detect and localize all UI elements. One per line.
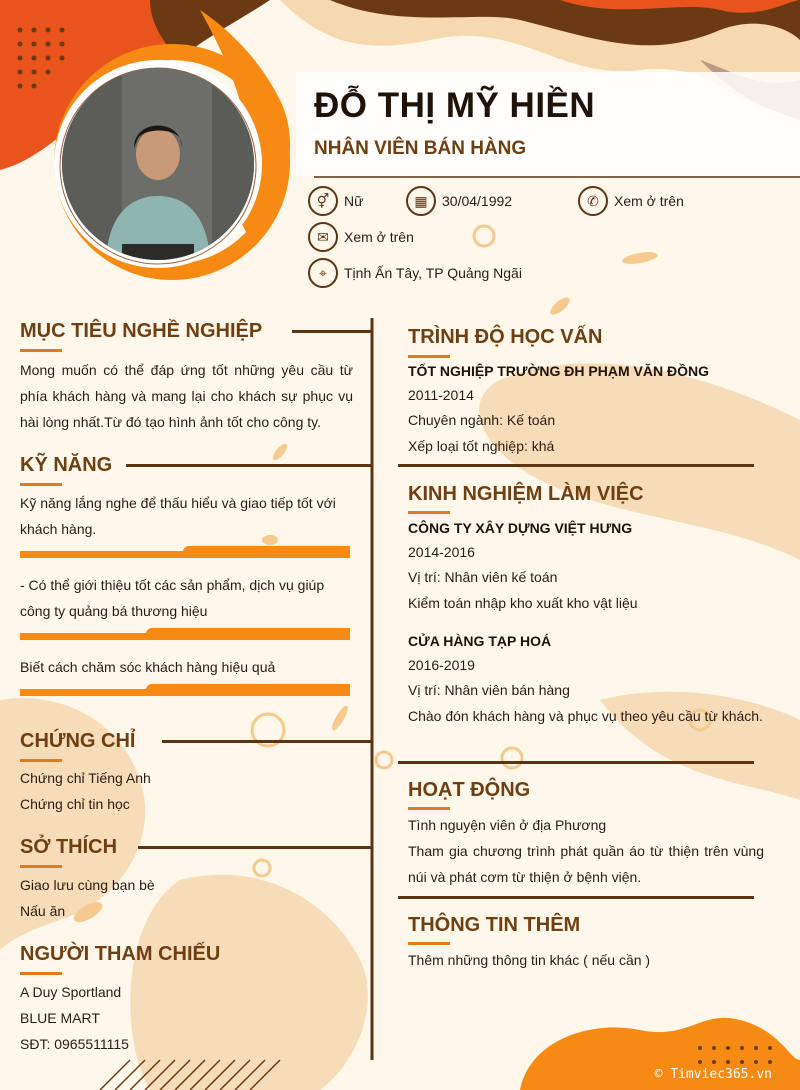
experience-company: CÔNG TY XÂY DỰNG VIỆT HƯNG — [408, 520, 633, 536]
skill-level-bar — [20, 628, 350, 640]
skill-bar-fill — [146, 628, 350, 640]
birthday-value: 30/04/1992 — [442, 193, 513, 209]
reference-item: BLUE MART — [20, 1010, 100, 1026]
hobbies-underline — [20, 865, 62, 868]
experience-company: CỬA HÀNG TẠP HOÁ — [408, 633, 552, 649]
objective-rule — [292, 330, 372, 333]
objective-underline — [20, 349, 62, 352]
address-info — [308, 258, 522, 288]
more-info-text: Thêm những thông tin khác ( nếu cần ) — [408, 952, 651, 968]
gender-value: Nữ — [344, 193, 364, 209]
education-underline — [408, 355, 450, 358]
objective-title: MỤC TIÊU NGHỀ NGHIỆP — [20, 320, 263, 342]
objective-text: Mong muốn có thể đáp ứng tốt những yêu cầu từ phía khách hàng và mang lại cho khách sự phục vụ hài lòng nhất.Từ đó tạo hình ảnh tốt cho công ty. — [20, 362, 353, 430]
certificate-item: Chứng chỉ tin học — [20, 796, 130, 812]
activities-underline — [408, 807, 450, 810]
hobby-item: Giao lưu cùng bạn bè — [20, 877, 155, 893]
skill-bar-fill — [146, 684, 350, 696]
certificates-underline — [20, 759, 62, 762]
education-title: TRÌNH ĐỘ HỌC VẤN — [408, 326, 603, 348]
phone-info — [578, 186, 684, 216]
skills-underline — [20, 483, 62, 486]
skill-item-text: - Có thể giới thiệu tốt các sản phẩm, dịch vụ giúp công ty quảng bá thương hiệu — [20, 577, 325, 619]
email-info — [308, 222, 414, 252]
activity-line: Tham gia chương trình phát quần áo từ thiện trên vùng núi và phát cơm từ thiện ở bệnh viện. — [408, 843, 764, 885]
activities-title: HOẠT ĐỘNG — [408, 779, 531, 801]
education-school: TỐT NGHIỆP TRƯỜNG ĐH PHẠM VĂN ĐỒNG — [408, 363, 709, 379]
candidate-name: ĐỖ THỊ MỸ HIỀN — [314, 86, 596, 125]
experience-rule — [398, 761, 754, 764]
experience-position: Vị trí: Nhân viên bán hàng — [408, 682, 570, 698]
skill-bar-fill — [183, 546, 350, 558]
experience-desc: Chào đón khách hàng và phục vụ theo yêu cầu từ khách. — [408, 708, 763, 724]
education-years: 2011-2014 — [408, 387, 474, 403]
education-grade: Xếp loại tốt nghiệp: khá — [408, 438, 555, 454]
skill-item-text: Biết cách chăm sóc khách hàng hiệu quả — [20, 659, 276, 675]
activities-rule — [398, 896, 754, 899]
experience-years: 2016-2019 — [408, 657, 475, 673]
skills-title: KỸ NĂNG — [20, 454, 113, 476]
education-major: Chuyên ngành: Kế toán — [408, 412, 556, 428]
experience-underline — [408, 511, 450, 514]
reference-item: SĐT: 0965511115 — [20, 1036, 129, 1052]
hobby-item: Nấu ăn — [20, 903, 66, 919]
skill-level-bar — [20, 546, 350, 558]
reference-item: A Duy Sportland — [20, 984, 122, 1000]
calendar-icon: ▦ — [406, 186, 436, 216]
hobbies-title: SỞ THÍCH — [20, 836, 118, 858]
hobbies-rule — [138, 846, 372, 849]
address-value: Tịnh Ấn Tây, TP Quảng Ngãi — [344, 265, 522, 281]
birthday-info — [406, 186, 512, 216]
certificates-title: CHỨNG CHỈ — [20, 730, 136, 752]
skill-level-bar — [20, 684, 350, 696]
certificate-item: Chứng chỉ Tiếng Anh — [20, 770, 151, 786]
skills-rule — [126, 464, 372, 467]
watermark: © Timviec365.vn — [654, 1067, 772, 1082]
phone-value: Xem ở trên — [614, 193, 684, 209]
education-rule — [398, 464, 754, 467]
phone-icon: ✆ — [578, 186, 608, 216]
activity-line: Tình nguyện viên ở địa Phương — [408, 817, 607, 833]
experience-position: Vị trí: Nhân viên kế toán — [408, 569, 558, 585]
experience-desc: Kiểm toán nhập kho xuất kho vật liệu — [408, 595, 638, 611]
email-value: Xem ở trên — [344, 229, 414, 245]
gender-icon: ⚥ — [308, 186, 338, 216]
experience-title: KINH NGHIỆM LÀM VIỆC — [408, 483, 644, 505]
more-info-title: THÔNG TIN THÊM — [408, 914, 581, 936]
skill-item-text: Kỹ năng lắng nghe để thấu hiểu và giao tiếp tốt với khách hàng. — [20, 495, 336, 537]
more-info-underline — [408, 942, 450, 945]
references-title: NGƯỜI THAM CHIẾU — [20, 943, 221, 965]
certificates-rule — [162, 740, 372, 743]
experience-years: 2014-2016 — [408, 544, 475, 560]
avatar-photo — [62, 68, 254, 260]
email-icon: ✉ — [308, 222, 338, 252]
job-title: NHÂN VIÊN BÁN HÀNG — [314, 138, 527, 159]
references-underline — [20, 972, 62, 975]
location-icon: ⌖ — [308, 258, 338, 288]
gender-info — [308, 186, 363, 216]
